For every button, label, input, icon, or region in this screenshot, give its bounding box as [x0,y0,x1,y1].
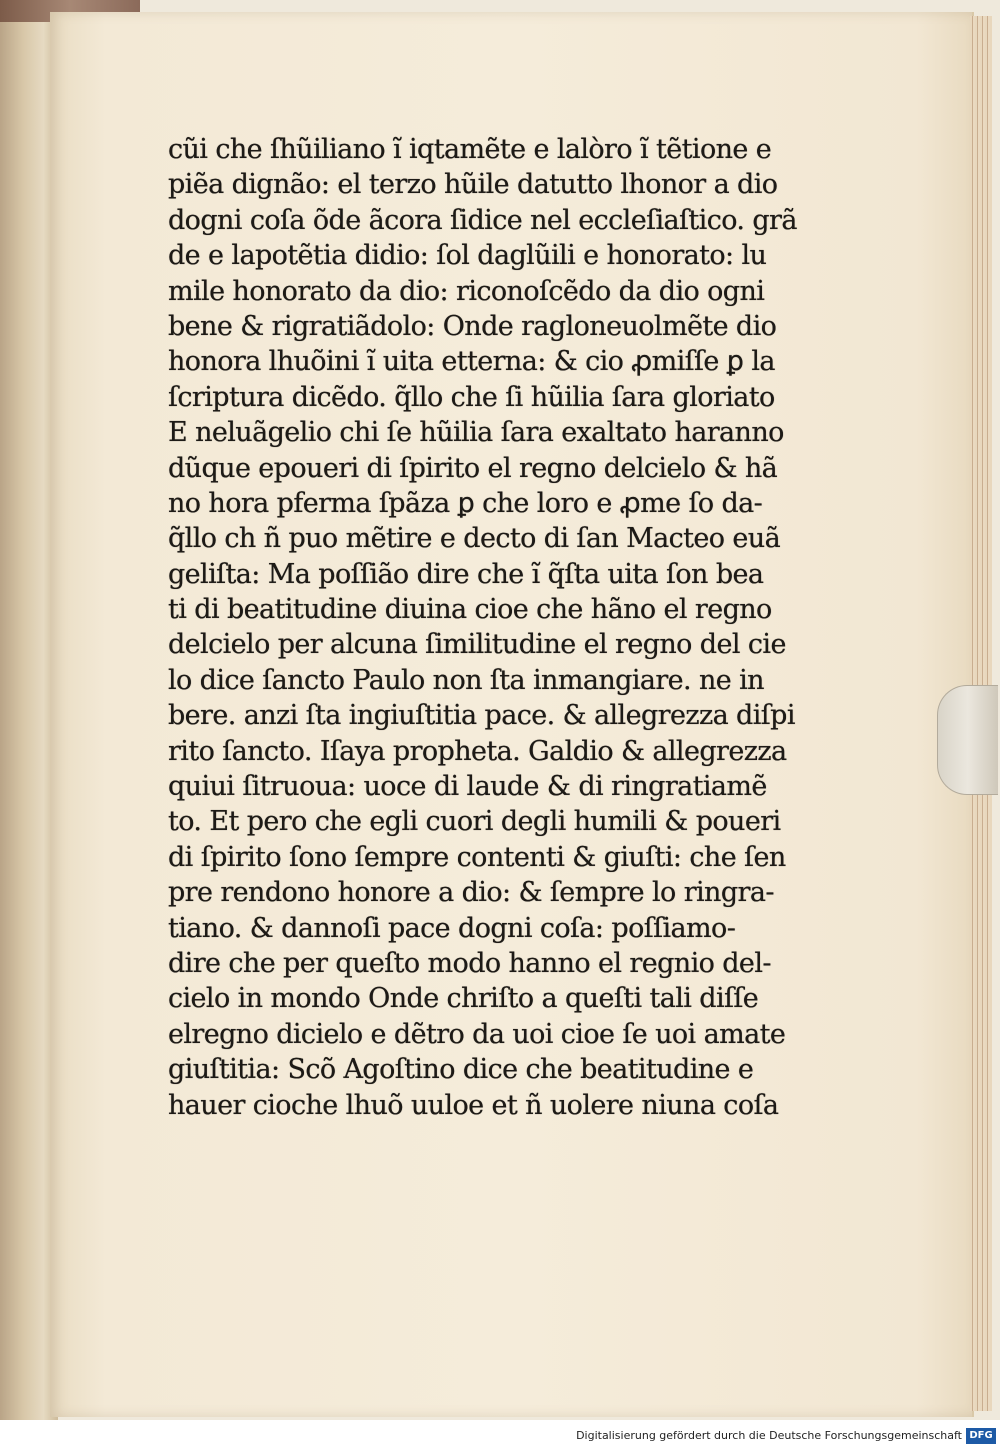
footer-credit: Digitalisierung gefördert durch die Deutsche Forschungsgemeinschaft [576,1429,962,1442]
text-line: q̃llo ch ñ puo mẽtire e decto di ſan Macteo euã [168,523,781,555]
text-line: bene & rigratiãdolo: Onde ragloneuolmẽte dio [168,310,777,342]
text-line: E neluãgelio chi ſe hũilia ſara exaltato haranno [168,417,784,449]
text-line: pre rendono honore a dio: & ſempre lo ringra- [168,877,774,909]
text-line: cielo in mondo Onde chriſto a queſti tali diſſe [168,983,759,1015]
text-line: bere. anzi ſta ingiuſtitia pace. & allegrezza diſpi [168,700,795,732]
text-line: rito ſancto. Iſaya propheta. Galdio & allegrezza [168,735,787,767]
text-line: hauer cioche lhuõ uuloe et ñ uolere niuna coſa [168,1089,779,1121]
text-line: piẽa dignão: el terzo hũile datutto lhonor a dio [168,169,778,201]
text-line: quiui ſitruoua: uoce di laude & di ringratiamẽ [168,771,767,803]
text-line: giuſtitia: Scõ Agoſtino dice che beatitudine e [168,1054,754,1086]
text-line: geliſta: Ma poſſião dire che ĩ q̃ſta uita ſon bea [168,558,764,590]
text-line: ti di beatitudine diuina cioe che hãno el regno [168,594,772,626]
text-line: di ſpirito ſono ſempre contenti & giuſti: che ſen [168,841,786,873]
text-line: cũi che ſhũiliano ĩ iqtamẽte e lalòro ĩ tẽtione e [168,134,772,165]
dfg-logo-icon: DFG [966,1428,996,1444]
text-line: mile honorato da dio: riconoſcẽdo da dio ogni [168,275,765,307]
page-text-block [168,132,798,1123]
text-line: ſcriptura dicẽdo. q̃llo che ſi hũilia ſara gloriato [168,381,775,413]
text-line: delcielo per alcuna ſimilitudine el regno del cie [168,629,786,661]
page-tab-marker [937,685,998,795]
text-line: honora lhuõini ĩ uita etterna: & cio ꝓmiſſe ꝑ la [168,346,775,378]
text-line: elregno dicielo e dẽtro da uoi cioe ſe uoi amate [168,1018,786,1050]
text-line: lo dice ſancto Paulo non ſta inmangiare. ne in [168,664,764,696]
text-line: dire che per queſto modo hanno el regnio del- [168,947,771,979]
text-line: no hora pferma ſpãza ꝑ che loro e ꝓme ſo da- [168,487,763,519]
text-line: de e lapotẽtia didio: ſol daglũili e honorato: lu [168,240,767,272]
text-line: to. Et pero che egli cuori degli humili & poueri [168,806,781,838]
footer-bar [0,1420,1000,1449]
text-line: tiano. & dannoſi pace dogni coſa: poſſiamo- [168,912,736,944]
text-line: dũque epoueri di ſpirito el regno delcielo & hã [168,452,778,484]
text-line: dogni coſa õde ãcora ſidice nel eccleſiaſtico. grã [168,204,797,236]
